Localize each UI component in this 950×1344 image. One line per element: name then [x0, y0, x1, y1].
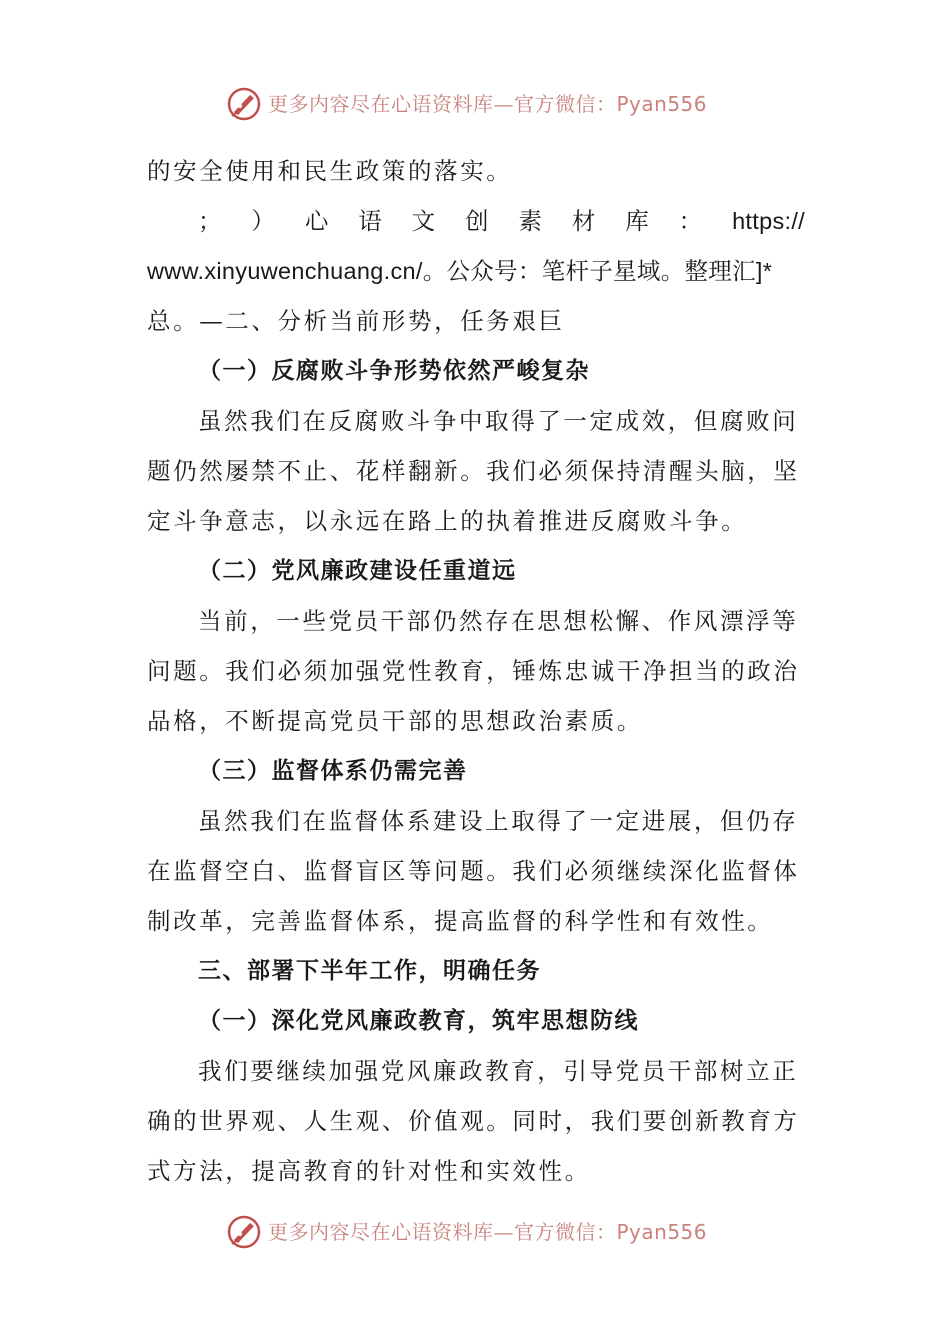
paragraph-line: 虽然我们在反腐败斗争中取得了一定成效，但腐败问 [198, 407, 799, 435]
section-heading: （一）反腐败斗争形势依然严峻复杂 [198, 358, 590, 384]
paragraph-line: 制改革，完善监督体系，提高监督的科学性和有效性。 [147, 907, 774, 935]
pen-seal-icon [226, 1214, 262, 1250]
paragraph-line: 题仍然屡禁不止、花样翻新。我们必须保持清醒头脑，坚 [147, 457, 800, 485]
text-line-spread: ； ） 心 语 文 创 素 材 库 ： https:// [147, 196, 805, 246]
section-heading: （一）深化党风廉政教育，筑牢思想防线 [198, 1008, 639, 1034]
text-line: 总。—二、分析当前形势，任务艰巨 [147, 307, 565, 335]
paragraph-line: 在监督空白、监督盲区等问题。我们必须继续深化监督体 [147, 857, 800, 885]
chapter-heading: 三、部署下半年工作，明确任务 [198, 958, 541, 984]
banner-text: 更多内容尽在心语资料库—官方微信：Pyan556 [268, 1220, 708, 1244]
url-fragment: https:// [732, 208, 805, 234]
section-heading: （二）党风廉政建设任重道远 [198, 558, 517, 584]
banner-text: 更多内容尽在心语资料库—官方微信：Pyan556 [268, 92, 708, 116]
footer-banner [0, 1212, 950, 1252]
paragraph-line: 确的世界观、人生观、价值观。同时，我们要创新教育方 [147, 1107, 800, 1135]
paragraph-line: 虽然我们在监督体系建设上取得了一定进展，但仍存 [198, 807, 799, 835]
paragraph-line: 定斗争意志，以永远在路上的执着推进反腐败斗争。 [147, 507, 748, 535]
section-heading: （三）监督体系仍需完善 [198, 758, 468, 784]
paragraph-line: 我们要继续加强党风廉政教育，引导党员干部树立正 [198, 1057, 799, 1085]
paragraph-line: 问题。我们必须加强党性教育，锤炼忠诚干净担当的政治 [147, 657, 800, 685]
document-body [147, 146, 805, 1196]
header-banner [0, 84, 950, 124]
paragraph-line: 式方法，提高教育的针对性和实效性。 [147, 1157, 591, 1185]
pen-seal-icon [226, 86, 262, 122]
text-line-url: www.xinyuwenchuang.cn/。公众号：笔杆子星域。整理汇]* [147, 258, 773, 284]
paragraph-line: 品格，不断提高党员干部的思想政治素质。 [147, 707, 643, 735]
wechat-id: Pyan556 [616, 1220, 708, 1244]
wechat-id: Pyan556 [616, 92, 708, 116]
text-line: 的安全使用和民生政策的落实。 [147, 157, 513, 185]
paragraph-line: 当前，一些党员干部仍然存在思想松懈、作风漂浮等 [198, 607, 799, 635]
